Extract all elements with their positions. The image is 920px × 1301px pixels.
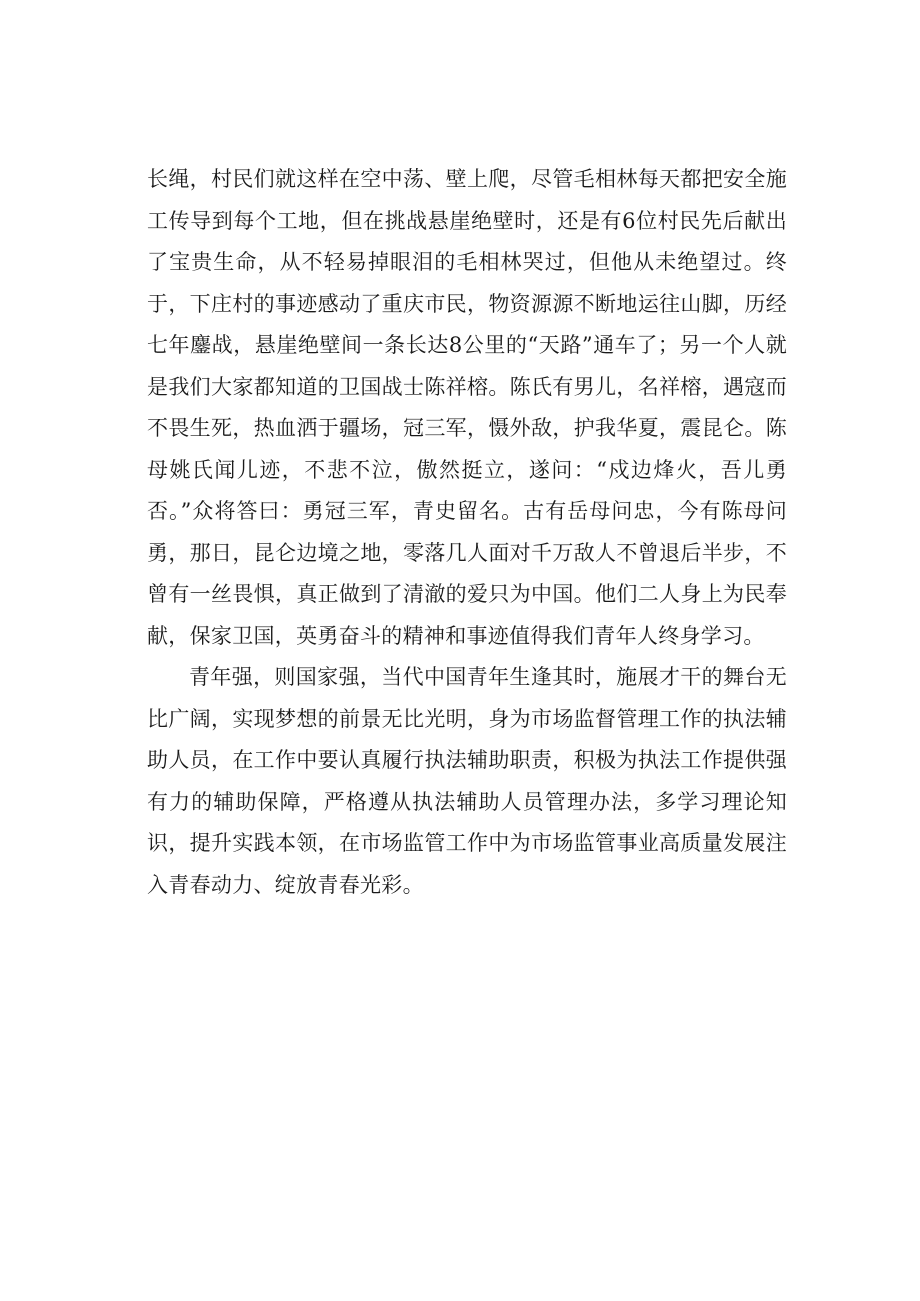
document-body — [147, 159, 787, 906]
paragraph-1: 长绳，村民们就这样在空中荡、壁上爬，尽管毛相林每天都把安全施工传导到每个工地，但在挑战悬崖绝壁时，还是有6位村民先后献出了宝贵生命，从不轻易掉眼泪的毛相林哭过，但他从未绝望过。终于，下庄村的事迹感动了重庆市民，物资源源不断地运往山脚，历经七年鏖战，悬崖绝壁间一条长达8公里的“天路”通车了；另一个人就是我们大家都知道的卫国战士陈祥榕。陈氏有男儿，名祥榕，遇寇而不畏生死，热血洒于疆场，冠三军，慑外敌，护我华夏，震昆仑。陈母姚氏闻儿迹，不悲不泣，傲然挺立，遂问：“戍边烽火，吾儿勇否。”众将答曰：勇冠三军，青史留名。古有岳母问忠，今有陈母问勇，那日，昆仑边境之地，零落几人面对千万敌人不曾退后半步，不曾有一丝畏惧，真正做到了清澈的爱只为中国。他们二人身上为民奉献，保家卫国，英勇奋斗的精神和事迹值得我们青年人终身学习。 — [147, 167, 787, 648]
paragraph-2: 青年强，则国家强，当代中国青年生逢其时，施展才干的舞台无比广阔，实现梦想的前景无比光明，身为市场监督管理工作的执法辅助人员，在工作中要认真履行执法辅助职责，积极为执法工作提供强有力的辅助保障，严格遵从执法辅助人员管理办法，多学习理论知识，提升实践本领，在市场监管工作中为市场监管事业高质量发展注入青春动力、绽放青春光彩。 — [147, 665, 787, 897]
